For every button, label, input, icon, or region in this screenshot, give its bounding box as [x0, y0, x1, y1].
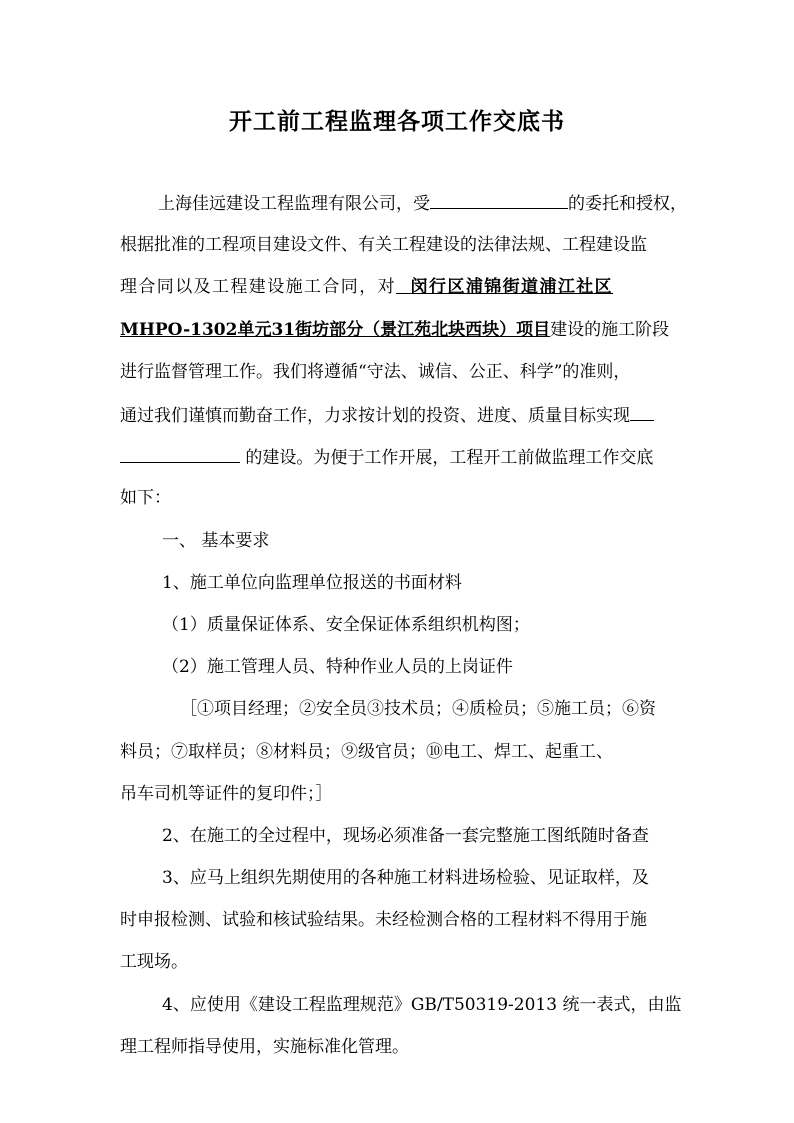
intro-text: 的建设。为便于工作开展，工程开工前做监理工作交底 — [240, 448, 654, 468]
list-item-detail: 料员；⑦取样员；⑧材料员；⑨级官员；⑩电工、焊工、起重工、 — [120, 742, 613, 762]
document-title: 开工前工程监理各项工作交底书 — [229, 108, 565, 135]
intro-text: 建设的施工阶段 — [550, 320, 670, 340]
intro-line-7 — [120, 444, 653, 470]
client-name-blank — [430, 190, 568, 209]
list-item: 4、应使用《建设工程监理规范》GB/T50319-2013 统一表式，由监 — [162, 995, 682, 1015]
intro-line-4 — [120, 318, 669, 342]
list-item: （2）施工管理人员、特种作业人员的上岗证件 — [162, 657, 513, 677]
target-blank-cont — [120, 444, 240, 463]
intro-line-8: 如下： — [120, 488, 171, 508]
list-item: 2、在施工的全过程中，现场必须准备一套完整施工图纸随时备查 — [162, 826, 649, 846]
project-name: 闵行区浦锦街道浦江社区 — [410, 277, 614, 297]
intro-text: 通过我们谨慎而勤奋工作，力求按计划的投资、进度、质量目标实现 — [120, 406, 630, 426]
intro-line-2: 根据批准的工程项目建设文件、有关工程建设的法律法规、工程建设监 — [120, 235, 647, 255]
intro-line-3 — [120, 275, 613, 299]
list-item-detail: 吊车司机等证件的复印件；］ — [120, 784, 333, 804]
target-blank — [630, 402, 654, 421]
list-item: 3、应马上组织先期使用的各种施工材料进场检验、见证取样，及 — [162, 868, 649, 888]
intro-text: 上海佳远建设工程监理有限公司，受 — [158, 194, 430, 214]
section-heading: 一、 基本要求 — [162, 531, 270, 551]
intro-line-5: 进行监督管理工作。我们将遵循“守法、诚信、公正、科学”的准则， — [120, 362, 631, 382]
list-item-detail: ［①项目经理；②安全员③技术员；④质检员；⑤施工员；⑥资 — [180, 699, 656, 719]
list-item-cont: 工现场。 — [120, 952, 188, 972]
list-item: （1）质量保证体系、安全保证体系组织机构图； — [162, 615, 530, 635]
intro-line-1 — [158, 190, 687, 216]
project-name-cont: MHPO-1302单元31街坊部分（景江苑北块西块）项目 — [120, 320, 551, 340]
intro-text: 的委托和授权， — [568, 194, 687, 214]
intro-line-6 — [120, 402, 654, 428]
list-item-cont: 时申报检测、试验和核试验结果。未经检测合格的工程材料不得用于施 — [120, 910, 647, 930]
intro-text: 理合同以及工程建设施工合同，对 — [120, 277, 396, 297]
list-item: 1、施工单位向监理单位报送的书面材料 — [162, 573, 462, 593]
list-item-cont: 理工程师指导使用，实施标准化管理。 — [120, 1037, 409, 1057]
